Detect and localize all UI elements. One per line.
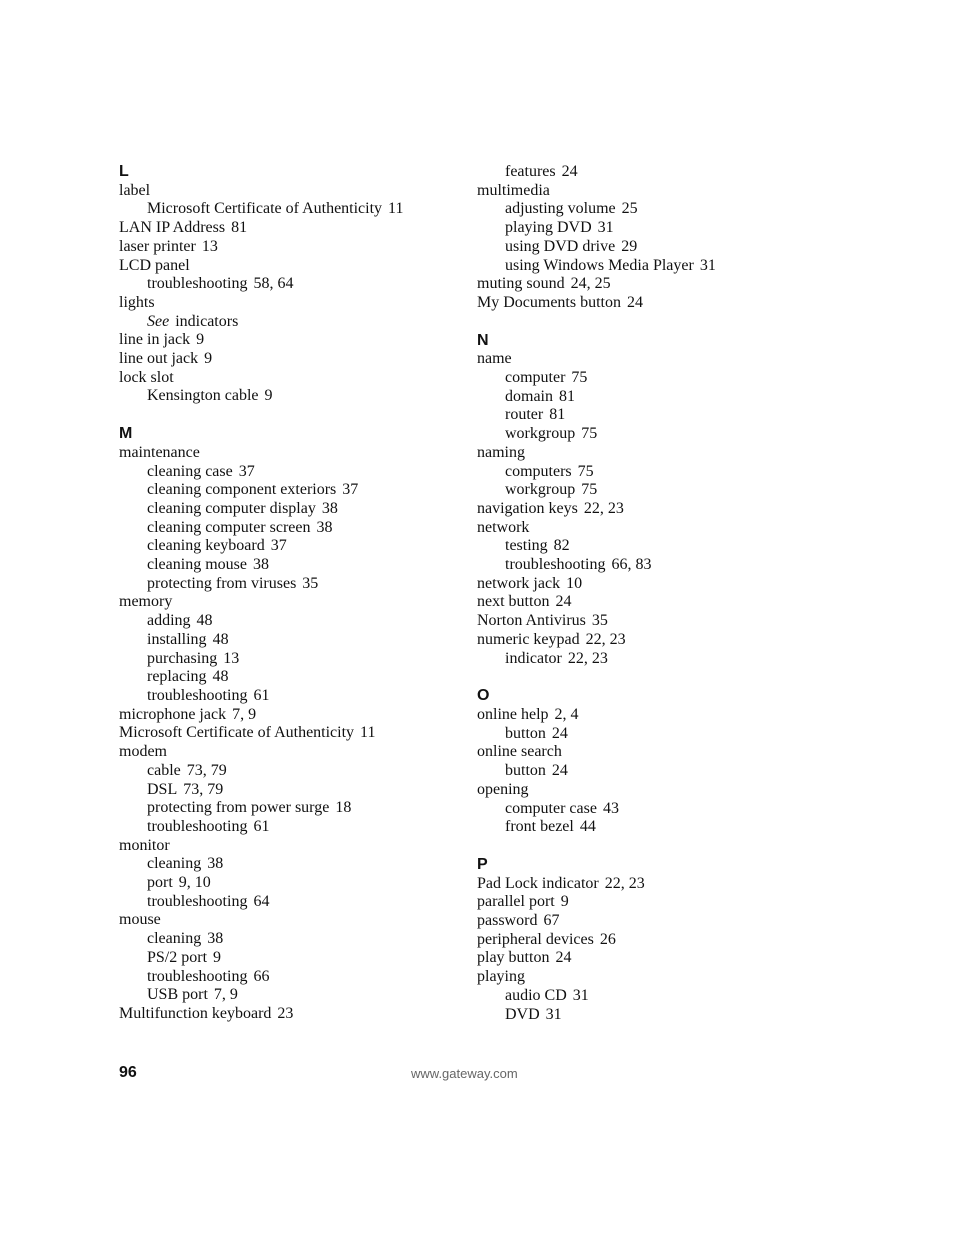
index-subentry bbox=[119, 575, 479, 594]
index-subentry bbox=[477, 463, 837, 482]
index-subentry bbox=[477, 238, 837, 257]
index-letter-heading: M bbox=[119, 425, 133, 443]
entry-term: modem bbox=[119, 743, 167, 761]
index-entry bbox=[119, 593, 479, 612]
entry-page-numbers: 37 bbox=[270, 537, 287, 555]
index-entry bbox=[477, 519, 837, 538]
index-entry bbox=[119, 706, 479, 725]
entry-page-numbers: 24 bbox=[555, 593, 572, 611]
entry-term: label bbox=[119, 181, 151, 199]
cross-reference-label: See bbox=[147, 312, 170, 330]
entry-term: Multifunction keyboard bbox=[119, 1004, 272, 1022]
entry-term: port bbox=[147, 874, 173, 892]
entry-page-numbers: 64 bbox=[253, 892, 270, 910]
entry-term: mouse bbox=[119, 911, 161, 929]
entry-term: troubleshooting bbox=[147, 686, 248, 704]
entry-page-numbers: 25 bbox=[621, 200, 638, 218]
entry-term: front bezel bbox=[505, 818, 574, 836]
entry-page-numbers: 66, 83 bbox=[611, 556, 652, 574]
index-entry bbox=[119, 257, 479, 276]
entry-term: online search bbox=[477, 743, 562, 761]
entry-page-numbers: 24 bbox=[627, 293, 643, 311]
entry-term: troubleshooting bbox=[147, 275, 248, 293]
entry-term: purchasing bbox=[147, 649, 218, 667]
entry-page-numbers: 9 bbox=[213, 948, 222, 966]
entry-term: microphone jack bbox=[119, 705, 227, 723]
entry-term: cleaning computer screen bbox=[147, 518, 311, 536]
entry-term: monitor bbox=[119, 836, 170, 854]
entry-term: DSL bbox=[147, 780, 178, 798]
entry-page-numbers: 26 bbox=[599, 930, 616, 948]
entry-term: workgroup bbox=[505, 481, 576, 499]
entry-page-numbers: 18 bbox=[335, 799, 352, 817]
entry-term: router bbox=[505, 406, 544, 424]
entry-page-numbers: 24 bbox=[551, 724, 568, 742]
entry-page-numbers: 82 bbox=[553, 537, 570, 555]
entry-page-numbers: 38 bbox=[207, 855, 224, 873]
entry-term: cleaning computer display bbox=[147, 499, 316, 517]
entry-term: memory bbox=[119, 593, 173, 611]
index-subentry bbox=[477, 650, 837, 669]
entry-term: cable bbox=[147, 761, 181, 779]
section-gap bbox=[477, 313, 837, 332]
entry-page-numbers: 35 bbox=[302, 574, 319, 592]
entry-page-numbers: 22, 23 bbox=[583, 499, 624, 517]
entry-term: navigation keys bbox=[477, 499, 578, 517]
entry-page-numbers: 43 bbox=[602, 799, 619, 817]
entry-page-numbers: 81 bbox=[559, 387, 575, 405]
index-subentry bbox=[119, 799, 479, 818]
entry-term: PS/2 port bbox=[147, 948, 208, 966]
entry-term: using DVD drive bbox=[505, 237, 616, 255]
index-entry bbox=[477, 706, 837, 725]
entry-term: play button bbox=[477, 949, 550, 967]
entry-term: next button bbox=[477, 593, 550, 611]
entry-term: network bbox=[477, 518, 530, 536]
index-entry bbox=[119, 724, 479, 743]
entry-page-numbers: 9 bbox=[196, 331, 205, 349]
entry-page-numbers: 75 bbox=[581, 481, 598, 499]
entry-term: cleaning bbox=[147, 930, 202, 948]
entry-term: numeric keypad bbox=[477, 630, 580, 648]
index-subentry bbox=[119, 556, 479, 575]
index-subentry bbox=[119, 537, 479, 556]
entry-term: button bbox=[505, 762, 546, 780]
entry-page-numbers: 7, 9 bbox=[213, 986, 238, 1004]
index-entry bbox=[119, 331, 479, 350]
entry-term: line out jack bbox=[119, 350, 199, 368]
entry-term: laser printer bbox=[119, 237, 196, 255]
section-gap bbox=[477, 837, 837, 856]
index-subentry bbox=[119, 986, 479, 1005]
page-number: 96 bbox=[119, 1064, 137, 1081]
index-entry bbox=[477, 781, 837, 800]
index-subentry bbox=[477, 556, 837, 575]
index-subentry bbox=[477, 369, 837, 388]
entry-term: LAN IP Address bbox=[119, 219, 226, 237]
entry-term: password bbox=[477, 912, 538, 930]
entry-term: cleaning case bbox=[147, 462, 233, 480]
entry-term: indicator bbox=[505, 649, 562, 667]
entry-term: button bbox=[505, 724, 546, 742]
entry-term: Norton Antivirus bbox=[477, 612, 586, 630]
index-subentry bbox=[119, 481, 479, 500]
entry-term: peripheral devices bbox=[477, 930, 594, 948]
index-subentry bbox=[477, 725, 837, 744]
entry-page-numbers: 31 bbox=[597, 219, 614, 237]
index-letter-heading: L bbox=[119, 163, 129, 180]
index-entry bbox=[477, 575, 837, 594]
index-subentry bbox=[119, 855, 479, 874]
index-subentry bbox=[477, 1006, 837, 1025]
index-entry bbox=[119, 238, 479, 257]
index-letter-heading: O bbox=[477, 687, 490, 705]
entry-page-numbers: 75 bbox=[581, 425, 598, 443]
entry-term: installing bbox=[147, 630, 207, 648]
entry-term: Microsoft Certificate of Authenticity bbox=[119, 724, 355, 742]
entry-term: cleaning mouse bbox=[147, 556, 247, 574]
index-subentry bbox=[119, 275, 479, 294]
index-entry bbox=[477, 593, 837, 612]
entry-page-numbers: 9 bbox=[204, 350, 213, 368]
index-letter-heading: P bbox=[477, 855, 488, 873]
index-entry bbox=[119, 743, 479, 762]
index-entry bbox=[119, 294, 479, 313]
entry-term: network jack bbox=[477, 574, 561, 592]
index-subentry bbox=[477, 481, 837, 500]
index-entry bbox=[477, 893, 837, 912]
entry-term: testing bbox=[505, 537, 548, 555]
entry-page-numbers: 75 bbox=[571, 369, 588, 387]
index-subentry bbox=[119, 893, 479, 912]
entry-page-numbers: 48 bbox=[212, 630, 229, 648]
entry-term: name bbox=[477, 350, 512, 368]
index-entry bbox=[477, 612, 837, 631]
entry-page-numbers: 24 bbox=[555, 949, 572, 967]
index-subentry bbox=[119, 968, 479, 987]
entry-term: computer bbox=[505, 369, 566, 387]
entry-page-numbers: 13 bbox=[223, 649, 240, 667]
entry-page-numbers: 38 bbox=[321, 499, 338, 517]
index-letter-heading: N bbox=[477, 331, 489, 349]
entry-term: adjusting volume bbox=[505, 200, 616, 218]
entry-term: troubleshooting bbox=[147, 967, 248, 985]
index-entry bbox=[477, 743, 837, 762]
index-entry bbox=[119, 219, 479, 238]
entry-page-numbers: 31 bbox=[699, 256, 716, 274]
entry-term: indicators bbox=[175, 312, 239, 330]
index-subentry bbox=[119, 612, 479, 631]
entry-page-numbers: 9 bbox=[560, 893, 569, 911]
index-subentry bbox=[119, 463, 479, 482]
entry-term: domain bbox=[505, 387, 553, 405]
index-entry bbox=[119, 837, 479, 856]
index-subentry bbox=[477, 537, 837, 556]
entry-term: LCD panel bbox=[119, 256, 190, 274]
entry-term: troubleshooting bbox=[505, 556, 606, 574]
entry-term: playing DVD bbox=[505, 219, 592, 237]
index-entry bbox=[477, 631, 837, 650]
entry-page-numbers: 22, 23 bbox=[604, 874, 645, 892]
index-subentry bbox=[119, 313, 479, 332]
index-column-right bbox=[477, 163, 837, 1024]
entry-term: DVD bbox=[505, 1005, 540, 1023]
index-entry bbox=[119, 369, 479, 388]
index-entry bbox=[119, 350, 479, 369]
entry-term: multimedia bbox=[477, 181, 550, 199]
index-subentry bbox=[477, 388, 837, 407]
entry-page-numbers: 37 bbox=[238, 462, 255, 480]
index-subentry bbox=[477, 219, 837, 238]
entry-term: cleaning bbox=[147, 855, 202, 873]
index-subentry bbox=[119, 687, 479, 706]
index-subentry bbox=[477, 818, 837, 837]
entry-page-numbers: 73, 79 bbox=[186, 761, 227, 779]
entry-page-numbers: 22, 23 bbox=[567, 649, 608, 667]
entry-term: using Windows Media Player bbox=[505, 256, 694, 274]
entry-page-numbers: 75 bbox=[577, 462, 594, 480]
entry-page-numbers: 24, 25 bbox=[570, 275, 611, 293]
entry-page-numbers: 24 bbox=[561, 163, 578, 180]
entry-term: cleaning component exteriors bbox=[147, 481, 337, 499]
entry-page-numbers: 73, 79 bbox=[183, 780, 224, 798]
entry-page-numbers: 38 bbox=[316, 518, 333, 536]
entry-page-numbers: 7, 9 bbox=[232, 705, 257, 723]
entry-term: features bbox=[505, 163, 556, 180]
entry-page-numbers: 61 bbox=[253, 817, 270, 835]
index-entry bbox=[477, 275, 837, 294]
entry-page-numbers: 9 bbox=[264, 387, 273, 405]
index-subentry bbox=[477, 200, 837, 219]
entry-page-numbers: 67 bbox=[543, 912, 560, 930]
index-subentry bbox=[119, 949, 479, 968]
index-column-left bbox=[119, 163, 479, 1024]
entry-term: troubleshooting bbox=[147, 817, 248, 835]
entry-page-numbers: 29 bbox=[621, 237, 638, 255]
entry-term: playing bbox=[477, 968, 525, 986]
index-subentry bbox=[477, 425, 837, 444]
entry-page-numbers: 23 bbox=[277, 1004, 294, 1022]
entry-page-numbers: 11 bbox=[360, 724, 376, 742]
entry-page-numbers: 37 bbox=[342, 481, 359, 499]
entry-term: computer case bbox=[505, 799, 597, 817]
index-subentry bbox=[119, 930, 479, 949]
entry-term: cleaning keyboard bbox=[147, 537, 265, 555]
entry-term: My Documents button bbox=[477, 293, 621, 311]
index-entry bbox=[477, 931, 837, 950]
entry-term: opening bbox=[477, 780, 529, 798]
entry-page-numbers: 66 bbox=[253, 967, 270, 985]
section-gap bbox=[477, 668, 837, 687]
entry-page-numbers: 24 bbox=[551, 762, 568, 780]
entry-page-numbers: 81 bbox=[231, 219, 248, 237]
index-entry bbox=[477, 968, 837, 987]
entry-term: muting sound bbox=[477, 275, 565, 293]
index-entry bbox=[119, 182, 479, 201]
entry-page-numbers: 38 bbox=[207, 930, 224, 948]
section-gap bbox=[119, 406, 479, 425]
index-subentry bbox=[119, 650, 479, 669]
entry-term: protecting from viruses bbox=[147, 574, 297, 592]
index-subentry bbox=[119, 500, 479, 519]
index-subentry bbox=[477, 800, 837, 819]
entry-page-numbers: 81 bbox=[549, 406, 566, 424]
entry-page-numbers: 13 bbox=[201, 237, 218, 255]
entry-term: replacing bbox=[147, 668, 207, 686]
entry-page-numbers: 48 bbox=[196, 612, 213, 630]
index-subentry bbox=[477, 257, 837, 276]
entry-term: audio CD bbox=[505, 986, 567, 1004]
entry-term: maintenance bbox=[119, 443, 200, 461]
entry-page-numbers: 2, 4 bbox=[554, 705, 579, 723]
index-entry bbox=[477, 294, 837, 313]
entry-term: adding bbox=[147, 612, 191, 630]
index-entry bbox=[477, 949, 837, 968]
index-entry bbox=[477, 875, 837, 894]
entry-term: workgroup bbox=[505, 425, 576, 443]
index-entry bbox=[477, 500, 837, 519]
entry-term: parallel port bbox=[477, 893, 555, 911]
index-subentry bbox=[119, 781, 479, 800]
entry-term: computers bbox=[505, 462, 572, 480]
entry-term: line in jack bbox=[119, 331, 191, 349]
entry-term: Pad Lock indicator bbox=[477, 874, 599, 892]
entry-term: Microsoft Certificate of Authenticity bbox=[147, 200, 383, 218]
index-entry bbox=[477, 182, 837, 201]
entry-page-numbers: 22, 23 bbox=[585, 630, 626, 648]
entry-page-numbers: 31 bbox=[572, 986, 589, 1004]
entry-page-numbers: 10 bbox=[566, 574, 583, 592]
index-subentry bbox=[477, 163, 837, 182]
index-entry bbox=[477, 444, 837, 463]
index-entry bbox=[119, 911, 479, 930]
index-subentry bbox=[477, 406, 837, 425]
entry-term: USB port bbox=[147, 986, 208, 1004]
index-entry bbox=[477, 912, 837, 931]
footer-url: www.gateway.com bbox=[411, 1066, 518, 1081]
entry-term: Kensington cable bbox=[147, 387, 259, 405]
index-subentry bbox=[119, 519, 479, 538]
index-subentry bbox=[119, 668, 479, 687]
entry-page-numbers: 38 bbox=[252, 556, 269, 574]
entry-term: lights bbox=[119, 293, 155, 311]
index-subentry bbox=[119, 631, 479, 650]
entry-term: troubleshooting bbox=[147, 892, 248, 910]
entry-page-numbers: 11 bbox=[388, 200, 404, 218]
entry-page-numbers: 35 bbox=[591, 612, 608, 630]
index-entry bbox=[119, 444, 479, 463]
index-subentry bbox=[119, 818, 479, 837]
entry-term: protecting from power surge bbox=[147, 799, 330, 817]
index-subentry bbox=[119, 387, 479, 406]
entry-page-numbers: 9, 10 bbox=[178, 874, 211, 892]
index-entry bbox=[119, 1005, 479, 1024]
index-subentry bbox=[119, 762, 479, 781]
entry-page-numbers: 61 bbox=[253, 686, 270, 704]
entry-page-numbers: 44 bbox=[579, 818, 596, 836]
entry-term: naming bbox=[477, 443, 525, 461]
entry-page-numbers: 58, 64 bbox=[253, 275, 294, 293]
index-subentry bbox=[477, 987, 837, 1006]
entry-term: lock slot bbox=[119, 368, 174, 386]
entry-term: online help bbox=[477, 705, 549, 723]
entry-page-numbers: 31 bbox=[545, 1005, 562, 1023]
entry-page-numbers: 48 bbox=[212, 668, 229, 686]
index-subentry bbox=[119, 874, 479, 893]
index-entry bbox=[477, 350, 837, 369]
index-subentry bbox=[119, 200, 479, 219]
index-subentry bbox=[477, 762, 837, 781]
